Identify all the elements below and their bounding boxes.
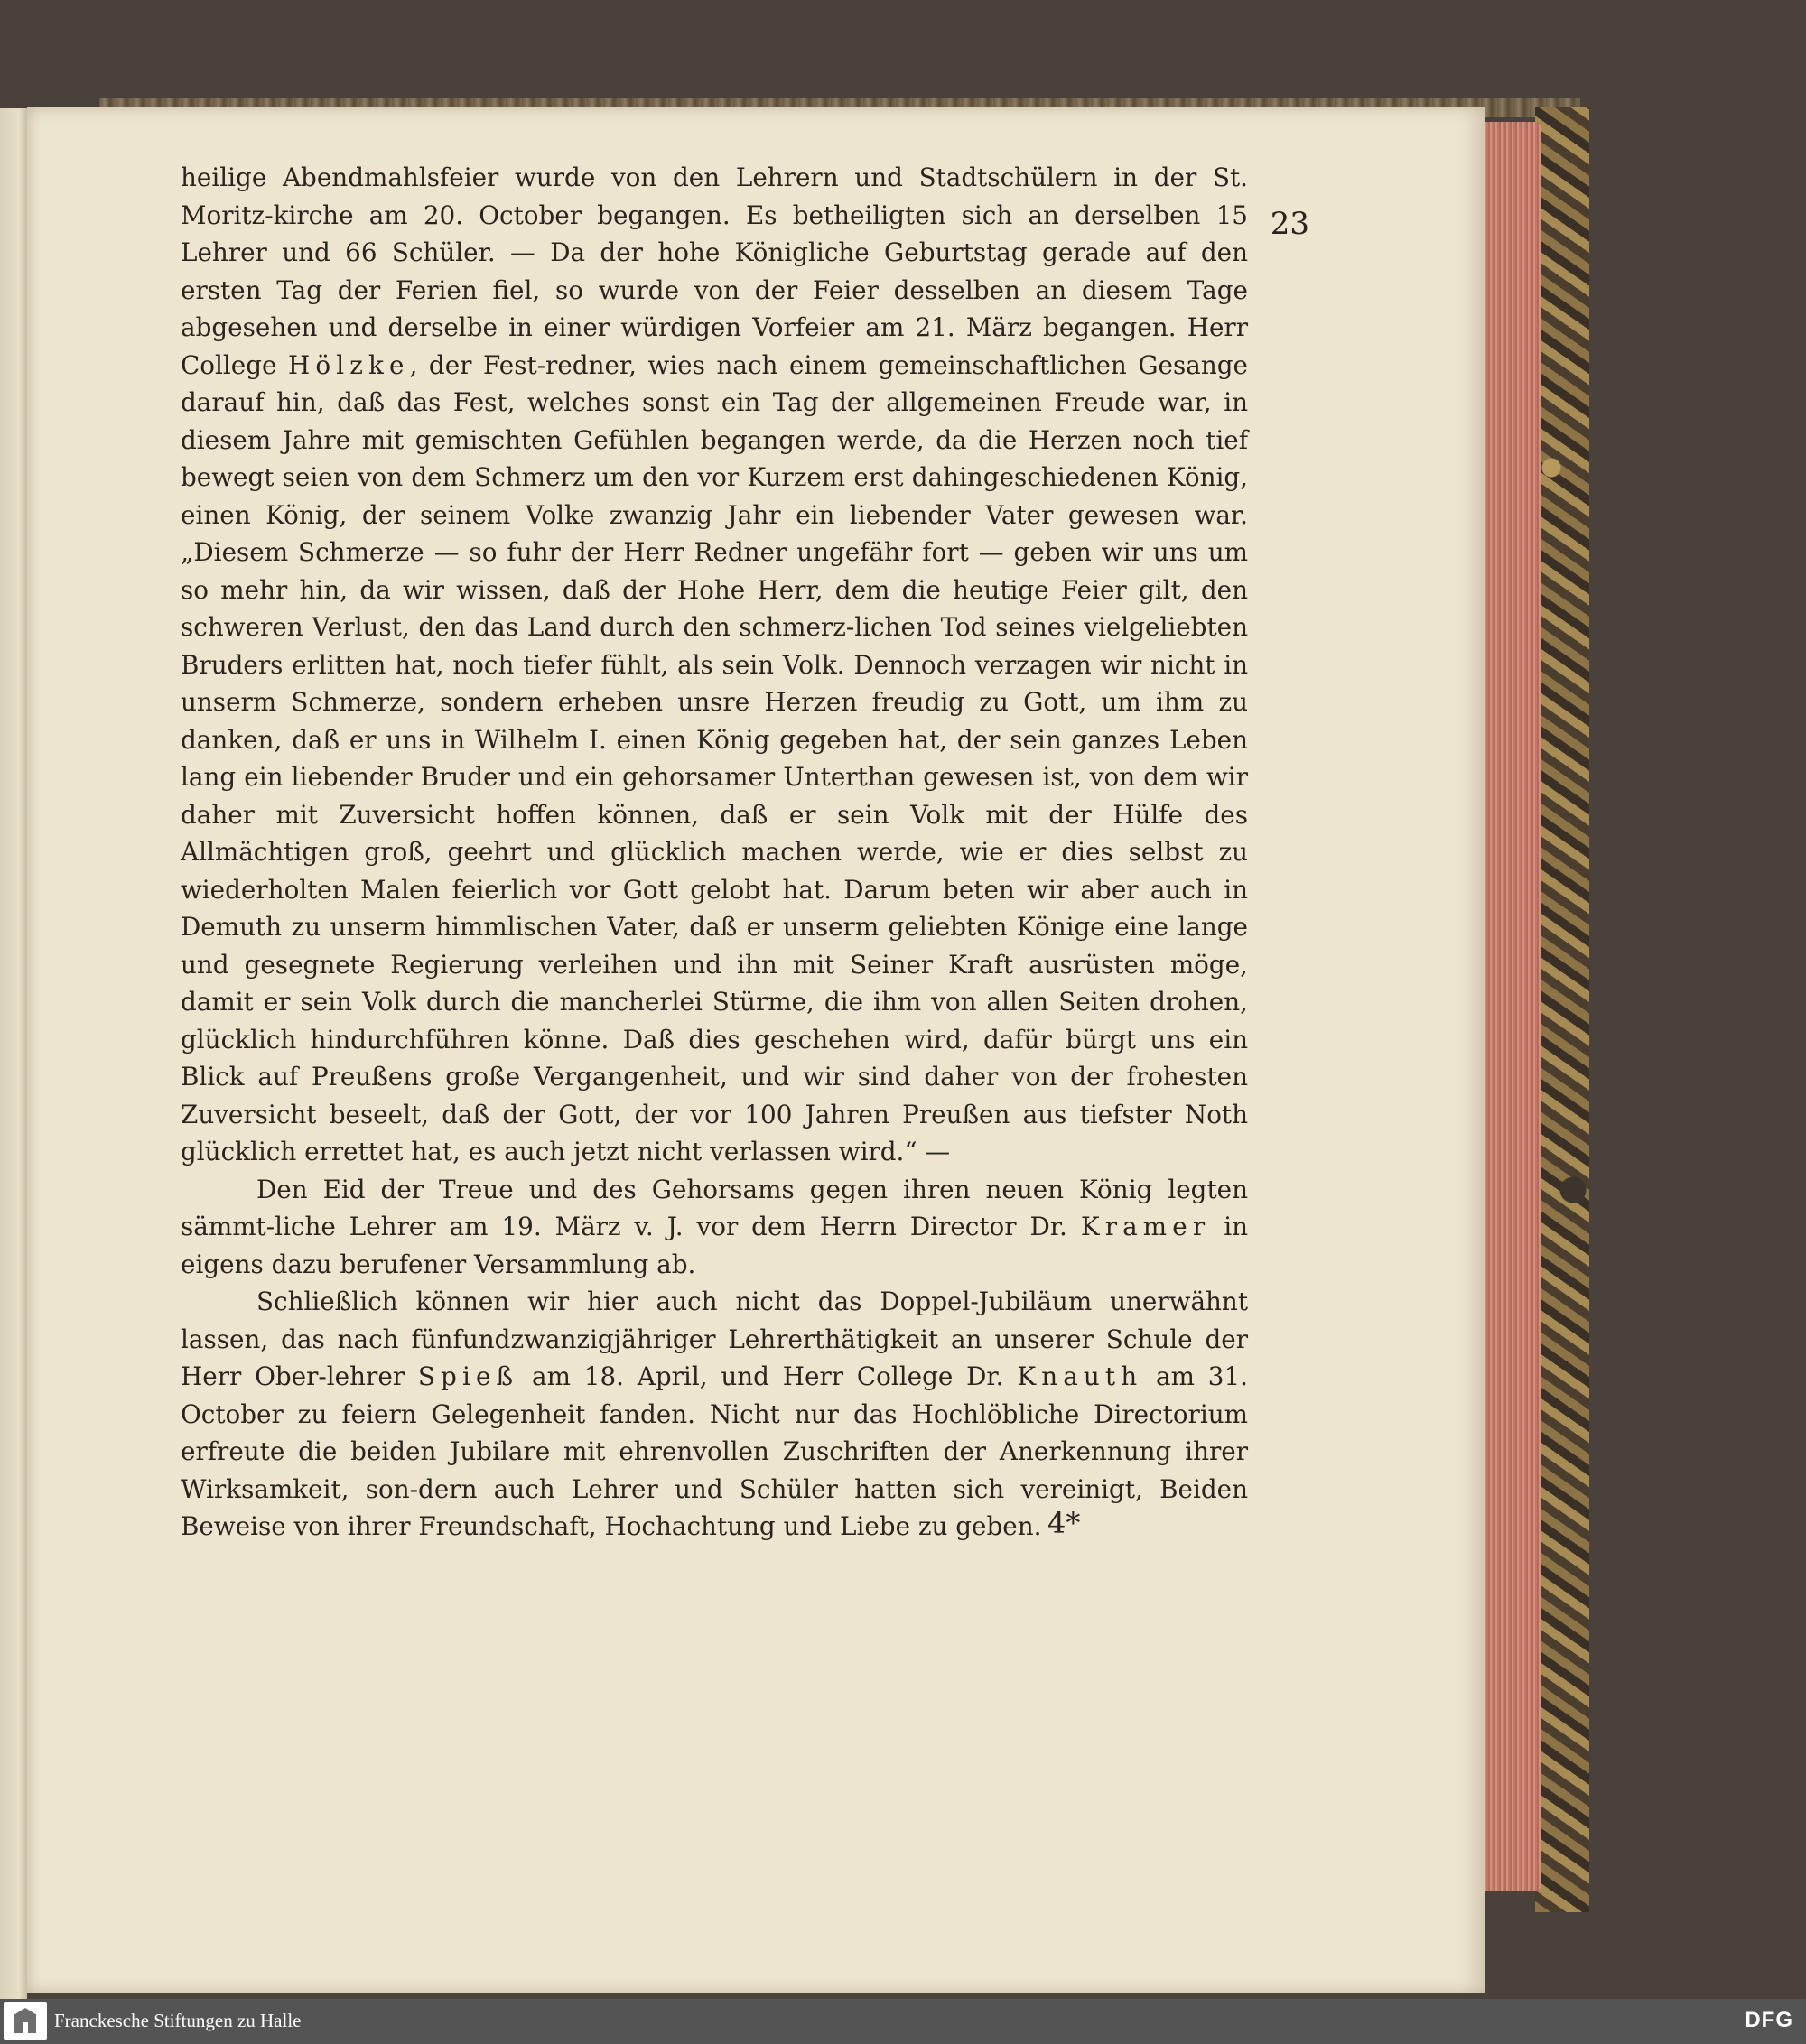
spaced-name: Kramer	[1080, 1212, 1211, 1241]
text-segment: Den Eid der Treue und des Gehorsams gegen ihren neuen König legten sämmt-liche Lehrer am 19. März v. J. vor dem Herrn Director Dr.	[181, 1174, 1248, 1241]
red-page-edges	[1477, 122, 1541, 1891]
text-segment: heilige Abendmahlsfeier wurde von den Lehrern und Stadtschülern in der St. Moritz-kirche am 20. October begangen. Es betheiligten sich an derselben 15 Lehrer und 66 Schüler. — Da der hohe Königliche Geburtstag gerade auf den ersten Tag der Ferien fiel, so wurde von der Feier desselben an diesem Tage abgesehen und derselbe in einer würdigen Vorfeier am 21. März begangen. Herr College	[181, 163, 1248, 380]
text-segment: , der Fest-redner, wies nach einem gemeinschaftlichen Gesange darauf hin, daß das Fest, welches sonst ein Tag der allgemeinen Freude war, in diesem Jahre mit gemischten Gefühlen begangen werde, da die Herzen noch tief bewegt seien von dem Schmerz um den vor Kurzem erst dahingeschiedenen König, einen König, der seinem Volke zwanzig Jahr ein liebender Vater gewesen war. „Diesem Schmerze — so fuhr der Herr Redner ungefähr fort — geben wir uns um so mehr hin, da wir wissen, daß der Hohe Herr, dem die heutige Feier gilt, den schweren Verlust, den das Land durch den schmerz-lichen Tod seines vielgeliebten Bruders erlitten hat, noch tiefer fühlt, als sein Volk. Dennoch verzagen wir nicht in unserm Schmerze, sondern erheben unsre Herzen freudig zu Gott, um ihm zu danken, daß er uns in Wilhelm I. einen König gegeben hat, der sein ganzes Leben lang ein liebender Bruder und ein gehorsamer Unterthan gewesen ist, von dem wir daher mit Zuversicht hoffen können, daß er sein Volk mit der Hülfe des Allmächtigen groß, geehrt und glücklich machen werde, wie er dies selbst zu wiederholten Malen feierlich vor Gott gelobt hat. Darum beten wir aber auch in Demuth zu unserm himmlischen Vater, daß er unserm geliebten Könige eine lange und gesegnete Regierung verleihen und ihn mit Seiner Kraft ausrüsten möge, damit er sein Volk durch die mancherlei Stürme, die ihm von allen Seiten drohen, glücklich hindurchführen könne. Daß dies geschehen wird, dafür bürgt uns ein Blick auf Preußens große Vergangenheit, und wir sind daher von der frohesten Zuversicht beseelt, daß der Gott, der vor 100 Jahren Preußen aus tiefster Noth glücklich errettet hat, es auch jetzt nicht verlassen wird.“ —	[181, 349, 1248, 1166]
dfg-logo[interactable]: DFG	[1745, 2008, 1793, 2032]
paragraph	[181, 1171, 1248, 1284]
spaced-name: Knauth	[1017, 1361, 1143, 1391]
signature-mark: 4*	[1047, 1506, 1081, 1540]
paragraph	[181, 159, 1248, 1171]
footer-bar	[0, 1999, 1806, 2044]
page-number: 23	[1270, 206, 1309, 242]
marbled-cover-board	[1535, 107, 1589, 1912]
page-body-text	[181, 159, 1248, 1546]
text-segment: in eigens dazu berufener Versammlung ab.	[181, 1212, 1248, 1279]
spaced-name: Spieß	[417, 1361, 519, 1391]
text-segment: am 18. April, und Herr College Dr.	[518, 1361, 1018, 1391]
text-segment: am 31. October zu feiern Gelegenheit fanden. Nicht nur das Hochlöbliche Directorium erfreute die beiden Jubilare mit ehrenvollen Zuschriften der Anerkennung ihrer Wirksamkeit, son-dern auch Lehrer und Schüler hatten sich vereinigt, Beiden Beweise von ihrer Freundschaft, Hochachtung und Liebe zu geben.	[181, 1361, 1248, 1541]
previous-page-edge	[0, 108, 27, 2004]
spaced-name: Hölzke	[288, 349, 410, 380]
footer-title-link[interactable]: Franckesche Stiftungen zu Halle	[54, 2010, 302, 2031]
francke-logo-icon[interactable]	[4, 2002, 47, 2040]
text-segment: Schließlich können wir hier auch nicht das Doppel-Jubiläum unerwähnt lassen, das nach fünfundzwanzigjähriger Lehrerthätigkeit an unserer Schule der Herr Ober-lehrer	[181, 1287, 1248, 1391]
